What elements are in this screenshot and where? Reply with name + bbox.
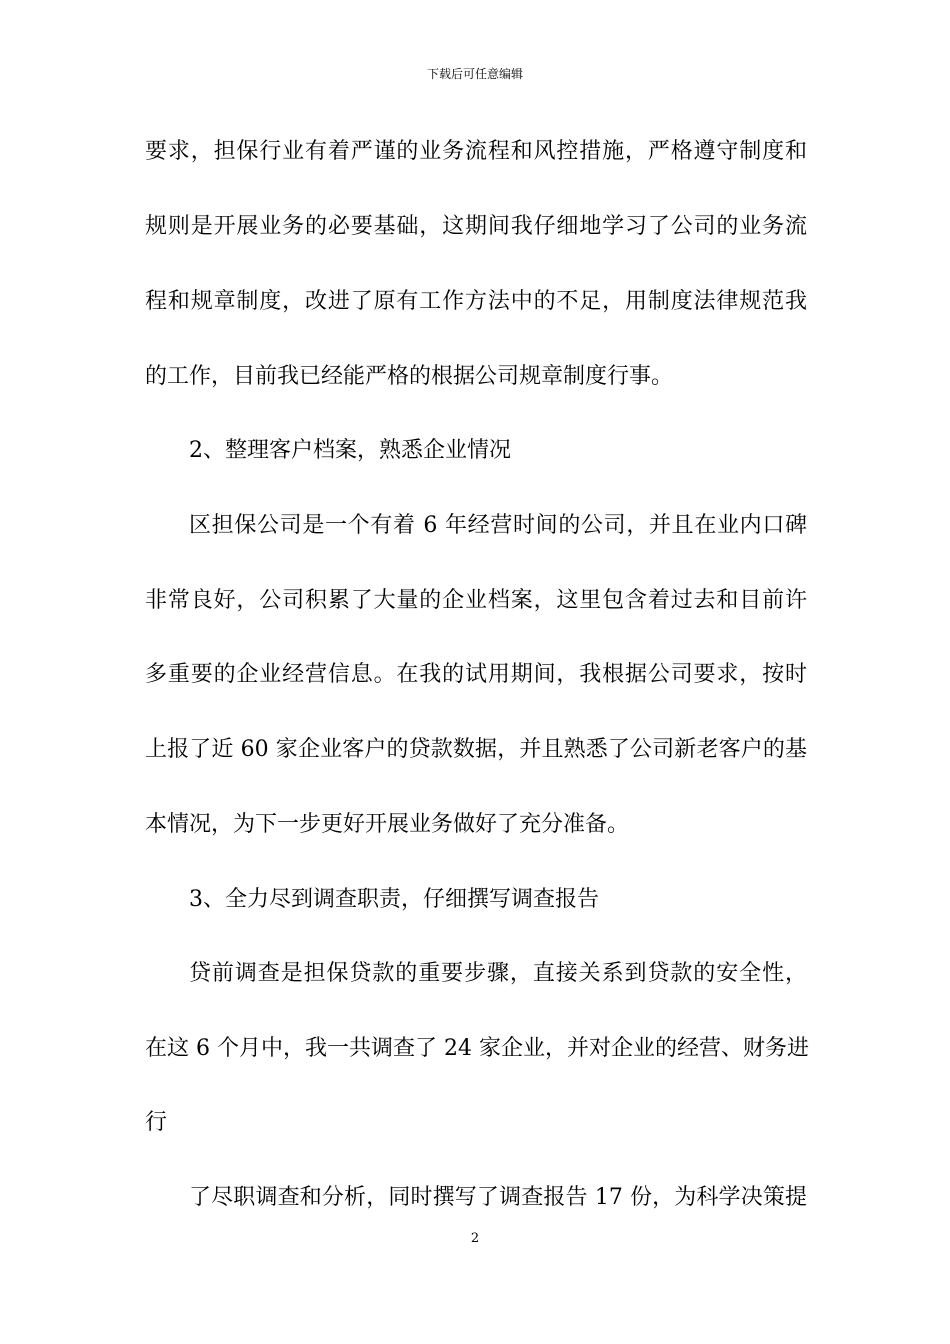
- paragraph-line: 要求，担保行业有着严谨的业务流程和风控措施，严格遵守制度和: [145, 139, 807, 164]
- paragraph-line: 规则是开展业务的必要基础，这期间我仔细地学习了公司的业务流: [145, 214, 807, 239]
- paragraph-line: 本情况，为下一步更好开展业务做好了充分准备。: [145, 812, 630, 837]
- paragraph-line: 非常良好，公司积累了大量的企业档案，这里包含着过去和目前许: [145, 588, 807, 613]
- paragraph-line: 贷前调查是担保贷款的重要步骤，直接关系到贷款的安全性，: [189, 961, 807, 986]
- paragraph-line: 了尽职调查和分析，同时撰写了调查报告 17 份，为科学决策提: [189, 1185, 807, 1210]
- paragraph-line: 行: [145, 1110, 168, 1135]
- paragraph-line: 上报了近 60 家企业客户的贷款数据，并且熟悉了公司新老客户的基: [145, 737, 807, 762]
- paragraph-line: 区担保公司是一个有着 6 年经营时间的公司，并且在业内口碑: [189, 513, 807, 538]
- paragraph-line: 的工作，目前我已经能严格的根据公司规章制度行事。: [145, 364, 674, 389]
- page-number: 2: [470, 1231, 480, 1246]
- page-header: 下载后可任意编辑: [426, 67, 523, 81]
- paragraph-line: 在这 6 个月中，我一共调查了 24 家企业，并对企业的经营、财务进: [145, 1036, 809, 1061]
- paragraph-line: 程和规章制度，改进了原有工作方法中的不足，用制度法律规范我: [145, 289, 807, 314]
- section-heading: 3、全力尽到调查职责，仔细撰写调查报告: [189, 887, 599, 912]
- section-heading: 2、整理客户档案，熟悉企业情况: [189, 438, 511, 463]
- paragraph-line: 多重要的企业经营信息。在我的试用期间，我根据公司要求，按时: [145, 662, 807, 687]
